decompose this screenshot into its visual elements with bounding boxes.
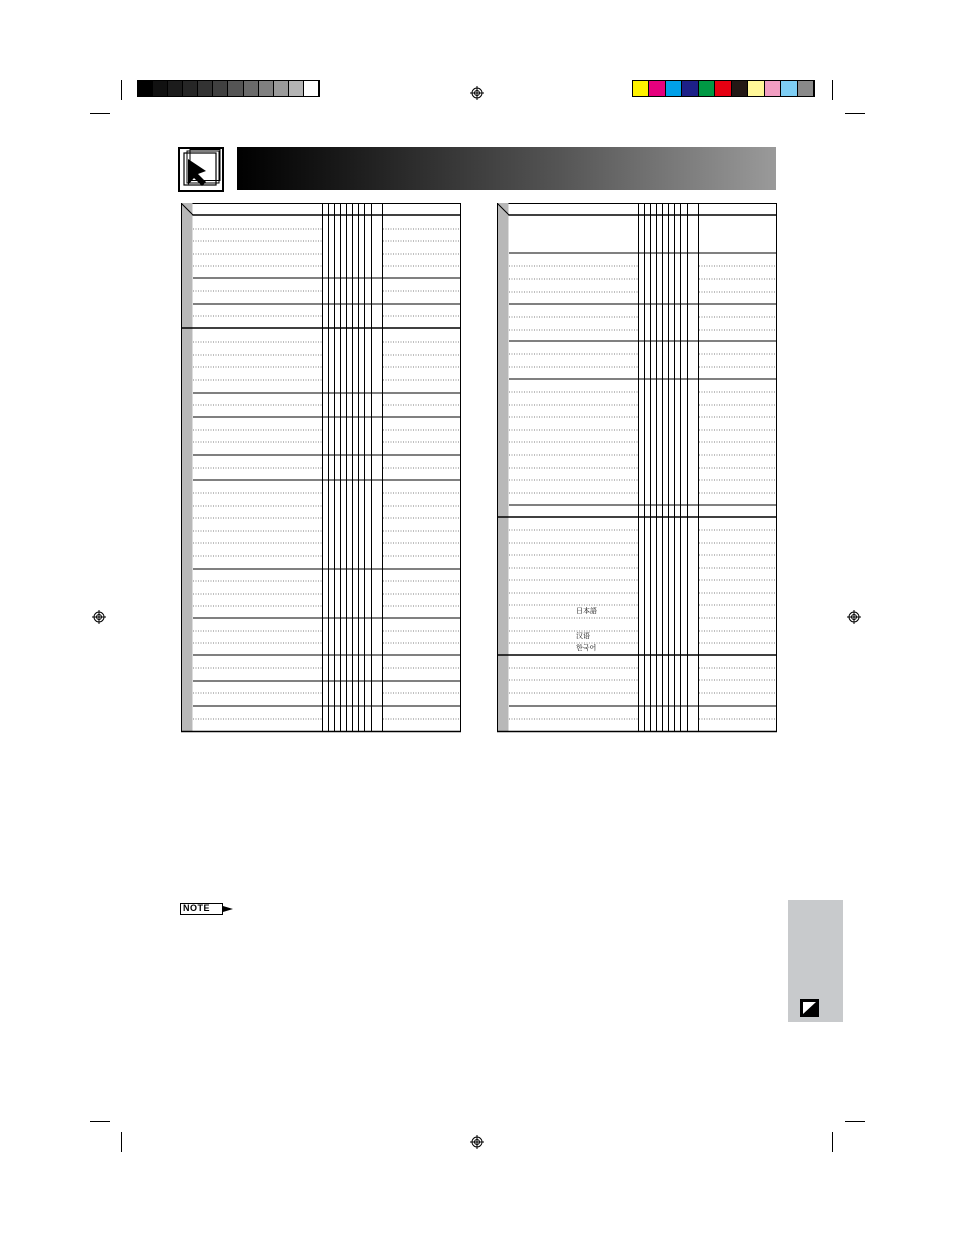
color-swatch [649, 81, 665, 96]
gray-swatch [228, 81, 243, 96]
gray-swatch [274, 81, 289, 96]
crop-mark [845, 1121, 865, 1122]
table-category-gutter [182, 203, 193, 732]
gray-swatch [198, 81, 213, 96]
crosshair-registration-icon [470, 1135, 484, 1149]
language-label-korean: 한국어 [576, 645, 597, 652]
note-marker [180, 902, 234, 914]
color-swatch [666, 81, 682, 96]
grayscale-calibration-strip [137, 80, 320, 97]
gray-swatch [138, 81, 153, 96]
color-swatch [633, 81, 649, 96]
gray-swatch [244, 81, 259, 96]
color-swatch [732, 81, 748, 96]
table-category-gutter [498, 203, 509, 732]
gray-swatch [304, 81, 319, 96]
crop-mark [832, 1132, 833, 1152]
section-logo [178, 147, 224, 192]
gray-swatch [213, 81, 228, 96]
color-swatch [682, 81, 698, 96]
crosshair-registration-icon [92, 610, 106, 624]
language-label-japanese: 日本語 [576, 608, 597, 615]
arrow-cursor-stack-icon [180, 149, 222, 190]
crop-mark [845, 113, 865, 114]
color-swatch [765, 81, 781, 96]
color-swatch [748, 81, 764, 96]
gray-swatch [183, 81, 198, 96]
note-label: NOTE [183, 903, 211, 913]
crosshair-registration-icon [847, 610, 861, 624]
crop-mark [90, 113, 110, 114]
gray-swatch [168, 81, 183, 96]
crop-mark [90, 1121, 110, 1122]
color-swatch [798, 81, 814, 96]
crosshair-registration-icon [470, 86, 484, 100]
language-label-chinese: 汉语 [576, 633, 590, 640]
gray-swatch [289, 81, 304, 96]
crop-mark [832, 80, 833, 100]
gray-swatch [259, 81, 274, 96]
color-swatch [781, 81, 797, 96]
color-swatch [699, 81, 715, 96]
settings-table-left [181, 203, 462, 733]
gray-swatch [153, 81, 168, 96]
color-calibration-strip [632, 80, 815, 97]
color-swatch [715, 81, 731, 96]
crop-mark [121, 80, 122, 100]
settings-table-right [497, 203, 778, 733]
crop-mark [121, 1132, 122, 1152]
section-header-banner [237, 147, 776, 190]
black-square-icon [800, 999, 819, 1017]
